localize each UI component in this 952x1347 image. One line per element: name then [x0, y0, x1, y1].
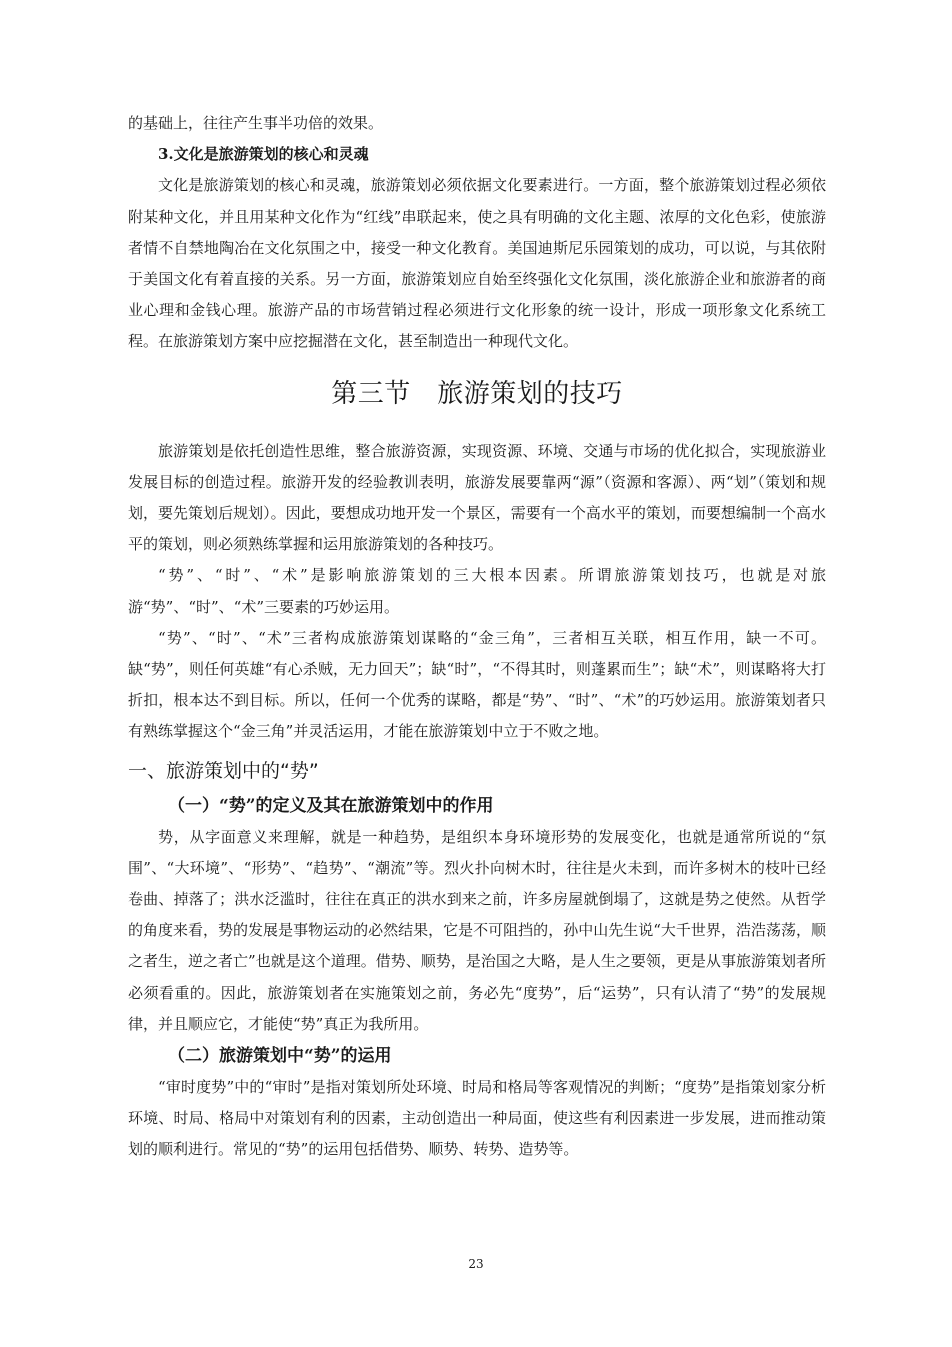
culture-heading: 3.文化是旅游策划的核心和灵魂 — [158, 145, 369, 164]
subsection-heading-2: （二）旅游策划中“势”的运用 — [168, 1046, 392, 1067]
section-paragraph-1: 旅游策划是依托创造性思维，整合旅游资源，实现资源、环境、交通与市场的优化拟合，实现旅游业发展目标的创造过程。旅游开发的经验教训表明，旅游发展要靠两“源”（资源和客源）、两“划”（策划和规划，要先策划后规划）。因此，要想成功地开发一个景区，需要有一个高水平的策划，而要想编制一个高水平的策划，则必须熟练掌握和运用旅游策划的各种技巧。 — [128, 441, 826, 554]
page-body — [128, 108, 826, 1166]
subsection-paragraph-2: “审时度势”中的“审时”是指对策划所处环境、时局和格局等客观情况的判断；“度势”是指策划家分析环境、时局、格局中对策划有利的因素，主动创造出一种局面，使这些有利因素进一步发展，进而推动策划的顺利进行。常见的“势”的运用包括借势、顺势、转势、造势等。 — [128, 1078, 826, 1159]
subsection-paragraph-1: 势，从字面意义来理解，就是一种趋势，是组织本身环境形势的发展变化，也就是通常所说的“氛围”、“大环境”、“形势”、“趋势”、“潮流”等。烈火扑向树木时，往往是火未到，而许多树木的枝叶已经卷曲、掉落了；洪水泛滥时，往往在真正的洪水到来之前，许多房屋就倒塌了，这就是势之使然。从哲学的角度来看，势的发展是事物运动的必然结果，它是不可阻挡的，孙中山先生说“大千世界，浩浩荡荡，顺之者生，逆之者亡”也就是这个道理。借势、顺势，是治国之大略，是人生之要领，更是从事旅游策划者所必须看重的。因此，旅游策划者在实施策划之前，务必先“度势”，后“运势”，只有认清了“势”的发展规律，并且顺应它，才能使“势”真正为我所用。 — [128, 827, 826, 1033]
section-paragraph-2: “势”、“时”、“术”是影响旅游策划的三大根本因素。所谓旅游策划技巧，也就是对旅游“势”、“时”、“术”三要素的巧妙运用。 — [128, 566, 826, 616]
culture-paragraph: 文化是旅游策划的核心和灵魂，旅游策划必须依据文化要素进行。一方面，整个旅游策划过程必须依附某种文化，并且用某种文化作为“红线”串联起来，使之具有明确的文化主题、浓厚的文化色彩，使旅游者情不自禁地陶冶在文化氛围之中，接受一种文化教育。美国迪斯尼乐园策划的成功，可以说，与其依附于美国文化有着直接的关系。另一方面，旅游策划应自始至终强化文化氛围，淡化旅游企业和旅游者的商业心理和金钱心理。旅游产品的市场营销过程必须进行文化形象的统一设计，形成一项形象文化系统工程。在旅游策划方案中应挖掘潜在文化，甚至制造出一种现代文化。 — [128, 176, 826, 351]
chapter-heading: 一、旅游策划中的“势” — [128, 759, 319, 782]
page-number: 23 — [468, 1257, 484, 1271]
section-title: 第三节 旅游策划的技巧 — [331, 378, 623, 409]
subsection-heading-1: （一）“势”的定义及其在旅游策划中的作用 — [168, 795, 494, 816]
intro-continuation: 的基础上，往往产生事半功倍的效果。 — [128, 114, 384, 132]
section-paragraph-3: “势”、“时”、“术”三者构成旅游策划谋略的“金三角”，三者相互关联，相互作用，缺一不可。缺“势”，则任何英雄“有心杀贼，无力回天”；缺“时”，“不得其时，则蓬累而生”；缺“术”，则谋略将大打折扣，根本达不到目标。所以，任何一个优秀的谋略，都是“势”、“时”、“术”的巧妙运用。旅游策划者只有熟练掌握这个“金三角”并灵活运用，才能在旅游策划中立于不败之地。 — [128, 628, 826, 741]
